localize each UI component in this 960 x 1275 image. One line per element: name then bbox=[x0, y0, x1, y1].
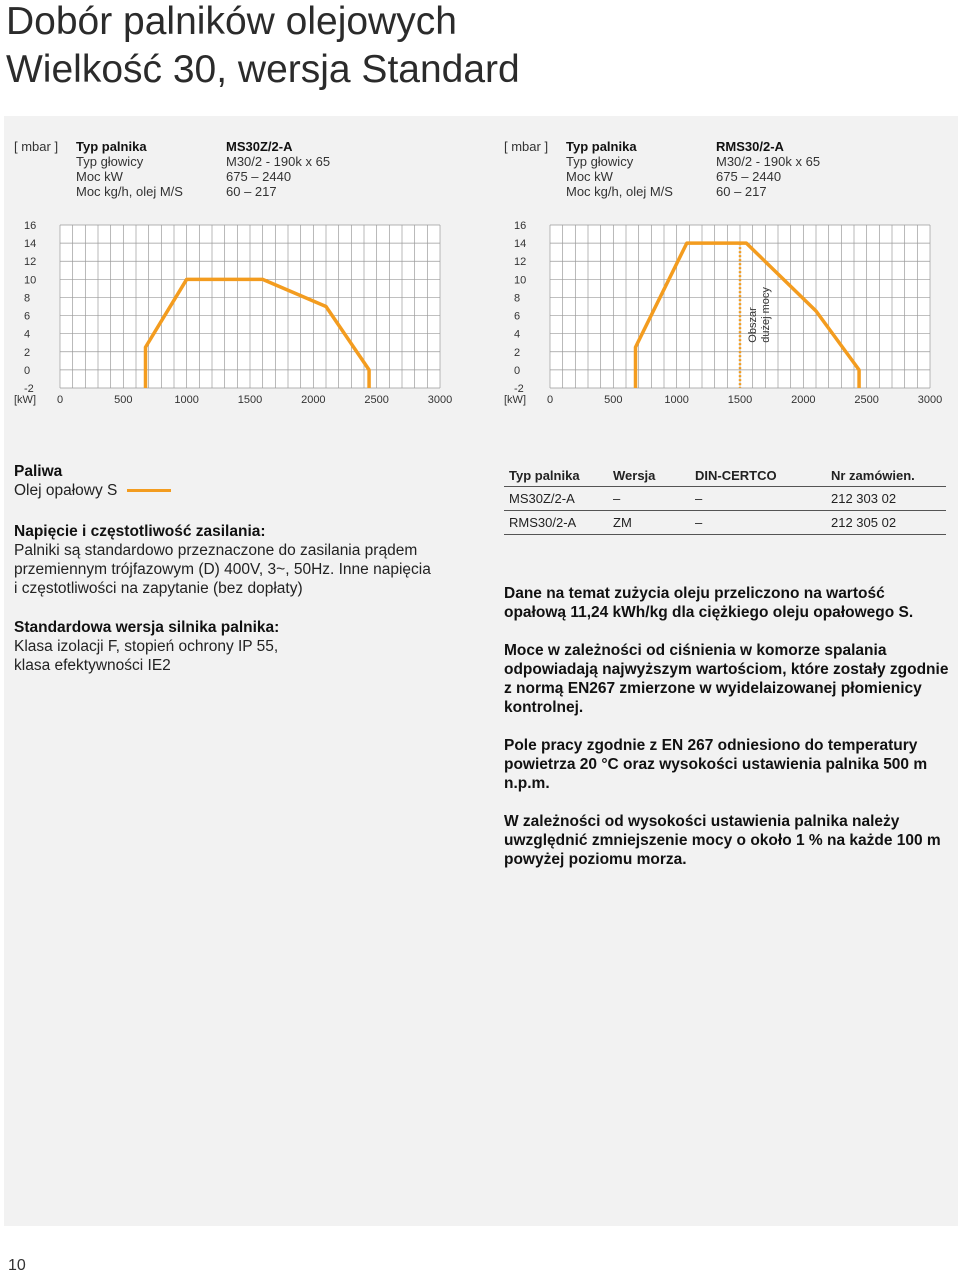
y-tick-label: 0 bbox=[24, 364, 31, 377]
title-line-2: Wielkość 30, wersja Standard bbox=[6, 48, 520, 91]
spec-value: 60 – 217 bbox=[716, 184, 767, 199]
voltage-line: i częstotliwości na zapytanie (bez dopłaty) bbox=[14, 580, 303, 597]
x-tick-label: 2500 bbox=[364, 394, 389, 406]
chart-svg-2 bbox=[490, 210, 950, 415]
x-unit-label: [kW] bbox=[14, 394, 36, 406]
note-paragraph: Moce w zależności od ciśnienia w komorze spalania odpowiadają najwyższym wartościom, które zostały zgodnie z normą EN267 zmierzone w wyidelaizowanej płomienicy kontrolnej. bbox=[504, 642, 949, 716]
voltage-heading: Napięcie i częstotliwość zasilania: bbox=[14, 523, 266, 540]
spec-value: 60 – 217 bbox=[226, 184, 277, 199]
spec-value: RMS30/2-A bbox=[716, 139, 784, 154]
table-row bbox=[504, 487, 946, 511]
notes-section bbox=[504, 584, 950, 888]
x-tick-label: 500 bbox=[604, 394, 623, 406]
note-paragraph: Dane na temat zużycia oleju przeliczono na wartość opałową 11,24 kWh/kg dla ciężkiego oleju opałowego S. bbox=[504, 585, 914, 621]
y-tick-label: 8 bbox=[24, 292, 31, 305]
y-tick-label: 2 bbox=[24, 346, 31, 359]
annotation-line-2: dużej mocy bbox=[760, 287, 772, 343]
table-cell: 212 305 02 bbox=[826, 511, 946, 535]
table-cell: – bbox=[690, 487, 826, 511]
x-unit-label: [kW] bbox=[504, 394, 526, 406]
y-tick-label: 12 bbox=[24, 256, 37, 269]
working-field-chart-1 bbox=[0, 210, 460, 420]
col-header: Typ palnika bbox=[504, 464, 608, 487]
voltage-line: przemiennym trójfazowym (D) 400V, 3~, 50Hz. Inne napięcia bbox=[14, 561, 431, 578]
x-tick-label: 3000 bbox=[917, 394, 943, 406]
y-tick-label: 0 bbox=[514, 364, 521, 377]
voltage-section bbox=[14, 522, 484, 598]
spec-value: 675 – 2440 bbox=[716, 169, 782, 184]
x-tick-label: 0 bbox=[56, 394, 64, 406]
spec-label: Moc kg/h, olej M/S bbox=[566, 184, 673, 199]
spec-label: Typ palnika bbox=[566, 139, 637, 154]
spec-value: MS30Z/2-A bbox=[226, 139, 293, 154]
x-tick-label: 1000 bbox=[664, 394, 689, 406]
spec-label: Typ głowicy bbox=[566, 154, 634, 169]
x-tick-label: 3000 bbox=[427, 394, 453, 406]
table-row bbox=[504, 511, 946, 535]
spec-label: Moc kg/h, olej M/S bbox=[76, 184, 183, 199]
chart-svg-1 bbox=[0, 210, 460, 415]
y-tick-label: 6 bbox=[514, 310, 521, 323]
pressure-unit-label: [ mbar ] bbox=[14, 139, 59, 154]
y-tick-label: -2 bbox=[24, 383, 34, 395]
note-paragraph: Pole pracy zgodnie z EN 267 odniesiono do temperatury powietrza 20 °C oraz wysokości ustawienia palnika 500 m n.p.m. bbox=[504, 737, 928, 792]
col-header: Nr zamówien. bbox=[826, 464, 946, 487]
title-line-1: Dobór palników olejowych bbox=[6, 0, 457, 43]
spec-value: M30/2 - 190k x 65 bbox=[226, 154, 331, 169]
voltage-line: Palniki są standardowo przeznaczone do zasilania prądem bbox=[14, 542, 418, 559]
order-table bbox=[504, 464, 946, 535]
spec-label: Moc kW bbox=[566, 169, 613, 184]
motor-line: klasa efektywności IE2 bbox=[14, 657, 171, 674]
fuel-item: Olej opałowy S bbox=[14, 482, 118, 499]
x-tick-label: 1000 bbox=[174, 394, 199, 406]
y-tick-label: 4 bbox=[24, 328, 31, 341]
table-cell: MS30Z/2-A bbox=[504, 487, 608, 511]
table-cell: – bbox=[608, 487, 690, 511]
table-cell: RMS30/2-A bbox=[504, 511, 608, 535]
table-cell: – bbox=[690, 511, 826, 535]
motor-section bbox=[14, 618, 484, 675]
x-tick-label: 2000 bbox=[301, 394, 326, 406]
spec-value: M30/2 - 190k x 65 bbox=[716, 154, 821, 169]
motor-line: Klasa izolacji F, stopień ochrony IP 55, bbox=[14, 638, 279, 655]
spec-label: Moc kW bbox=[76, 169, 123, 184]
col-header: Wersja bbox=[608, 464, 690, 487]
y-tick-label: 16 bbox=[514, 220, 527, 232]
y-tick-label: 10 bbox=[514, 274, 527, 287]
spec-label: Typ głowicy bbox=[76, 154, 144, 169]
x-tick-label: 1500 bbox=[237, 394, 263, 406]
fuel-section bbox=[14, 462, 484, 500]
note-paragraph: W zależności od wysokości ustawienia palnika należy uwzględnić zmniejszenie mocy o około 1 % na każde 100 m powyżej poziomu morza. bbox=[504, 813, 941, 868]
spec-label: Typ palnika bbox=[76, 139, 147, 154]
x-tick-label: 2000 bbox=[791, 394, 816, 406]
page-title bbox=[6, 0, 520, 94]
working-field-chart-2 bbox=[490, 210, 950, 420]
annotation-line-1: Obszar bbox=[747, 307, 759, 343]
y-tick-label: 4 bbox=[514, 328, 521, 341]
table-header-row bbox=[504, 464, 946, 487]
col-header: DIN-CERTCO bbox=[690, 464, 826, 487]
y-tick-label: 10 bbox=[24, 274, 37, 287]
y-tick-label: -2 bbox=[514, 383, 524, 395]
x-tick-label: 0 bbox=[546, 394, 554, 406]
pressure-unit-label: [ mbar ] bbox=[504, 139, 549, 154]
y-tick-label: 14 bbox=[24, 238, 37, 251]
spec-value: 675 – 2440 bbox=[226, 169, 292, 184]
page-number: 10 bbox=[8, 1257, 26, 1274]
table-cell: ZM bbox=[608, 511, 690, 535]
y-tick-label: 6 bbox=[24, 310, 31, 323]
y-tick-label: 8 bbox=[514, 292, 521, 305]
table-cell: 212 303 02 bbox=[826, 487, 946, 511]
y-tick-label: 14 bbox=[514, 238, 527, 251]
y-tick-label: 2 bbox=[514, 346, 521, 359]
y-tick-label: 16 bbox=[24, 220, 37, 232]
fuel-heading: Paliwa bbox=[14, 463, 63, 480]
motor-heading: Standardowa wersja silnika palnika: bbox=[14, 619, 280, 636]
legend-line-icon bbox=[127, 489, 171, 492]
x-tick-label: 2500 bbox=[854, 394, 879, 406]
x-tick-label: 500 bbox=[114, 394, 133, 406]
x-tick-label: 1500 bbox=[727, 394, 753, 406]
y-tick-label: 12 bbox=[514, 256, 527, 269]
